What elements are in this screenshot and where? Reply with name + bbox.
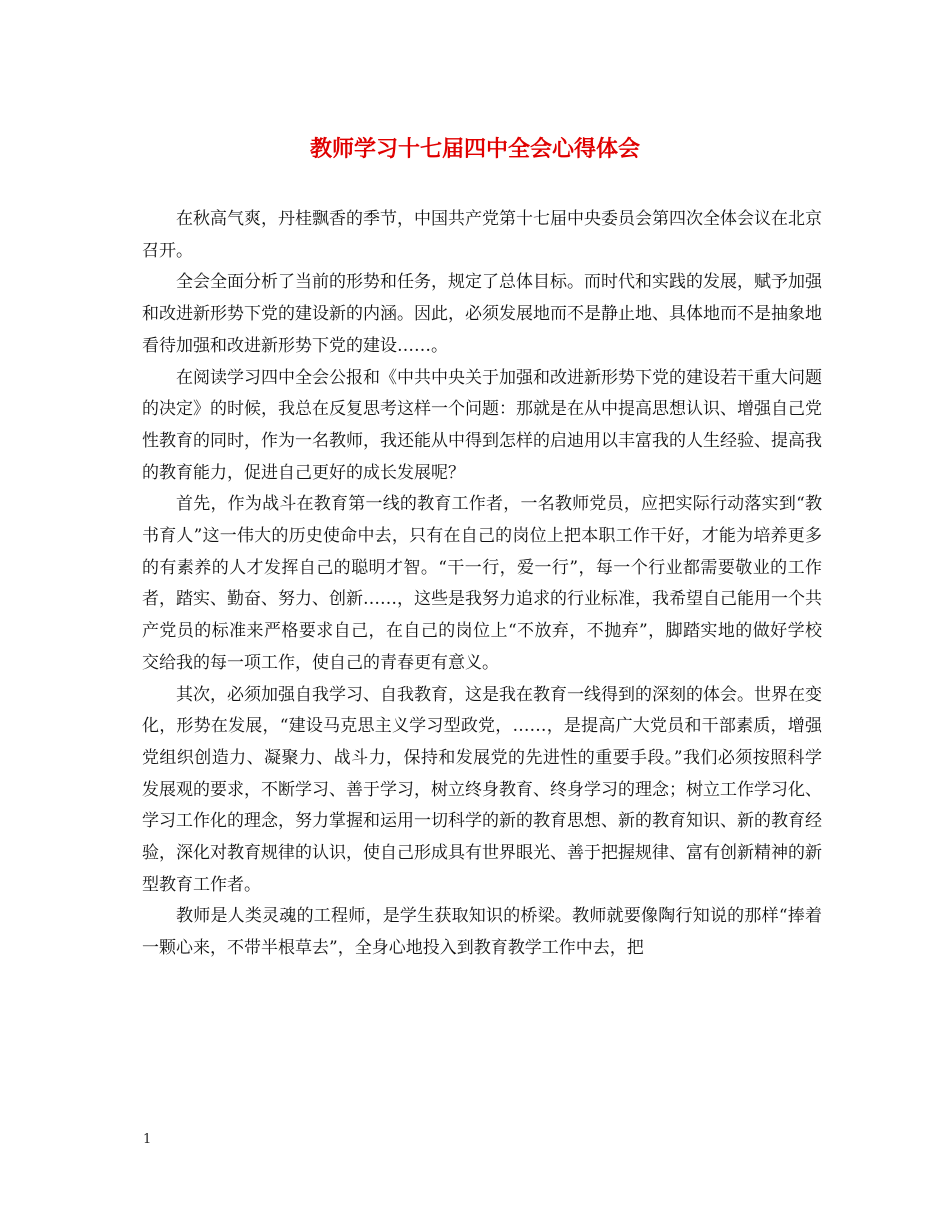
paragraph-3: 在阅读学习四中全会公报和《中共中央关于加强和改进新形势下党的建设若干重大问题的决定》的时候，我总在反复思考这样一个问题：那就是在从中提高思想认识、增强自己党性教育的同时，作为一名教师，我还能从中得到怎样的启迪用以丰富我的人生经验、提高我的教育能力，促进自己更好的成长发展呢？	[142, 367, 822, 483]
paragraph-2: 全会全面分析了当前的形势和任务，规定了总体目标。而时代和实践的发展，赋予加强和改进新形势下党的建设新的内涵。因此，必须发展地而不是静止地、具体地而不是抽象地看待加强和改进新形势下党的建设……。	[142, 272, 822, 356]
page-number: 1	[143, 1132, 152, 1147]
document-body	[142, 204, 822, 965]
paragraph-1: 在秋高气爽，丹桂飘香的季节，中国共产党第十七届中央委员会第四次全体会议在北京召开。	[142, 209, 822, 261]
paragraph-4: 首先，作为战斗在教育第一线的教育工作者，一名教师党员，应把实际行动落实到“教书育人”这一伟大的历史使命中去，只有在自己的岗位上把本职工作干好，才能为培养更多的有素养的人才发挥自己的聪明才智。“干一行，爱一行”，每一个行业都需要敬业的工作者，踏实、勤奋、努力、创新……，这些是我努力追求的行业标准，我希望自己能用一个共产党员的标准来严格要求自己，在自己的岗位上“不放弃，不抛弃”，脚踏实地的做好学校交给我的每一项工作，使自己的青春更有意义。	[142, 494, 822, 673]
document-title: 教师学习十七届四中全会心得体会	[309, 136, 640, 162]
paragraph-5: 其次，必须加强自我学习、自我教育，这是我在教育一线得到的深刻的体会。世界在变化，形势在发展，“建设马克思主义学习型政党，……，是提高广大党员和干部素质，增强党组织创造力、凝聚力、战斗力，保持和发展党的先进性的重要手段。”我们必须按照科学发展观的要求，不断学习、善于学习，树立终身教育、终身学习的理念；树立工作学习化、学习工作化的理念，努力掌握和运用一切科学的新的教育思想、新的教育知识、新的教育经验，深化对教育规律的认识，使自己形成具有世界眼光、善于把握规律、富有创新精神的新型教育工作者。	[142, 684, 822, 895]
paragraph-6: 教师是人类灵魂的工程师，是学生获取知识的桥梁。教师就要像陶行知说的那样“捧着一颗心来，不带半根草去”，全身心地投入到教育教学工作中去，把	[142, 906, 822, 959]
